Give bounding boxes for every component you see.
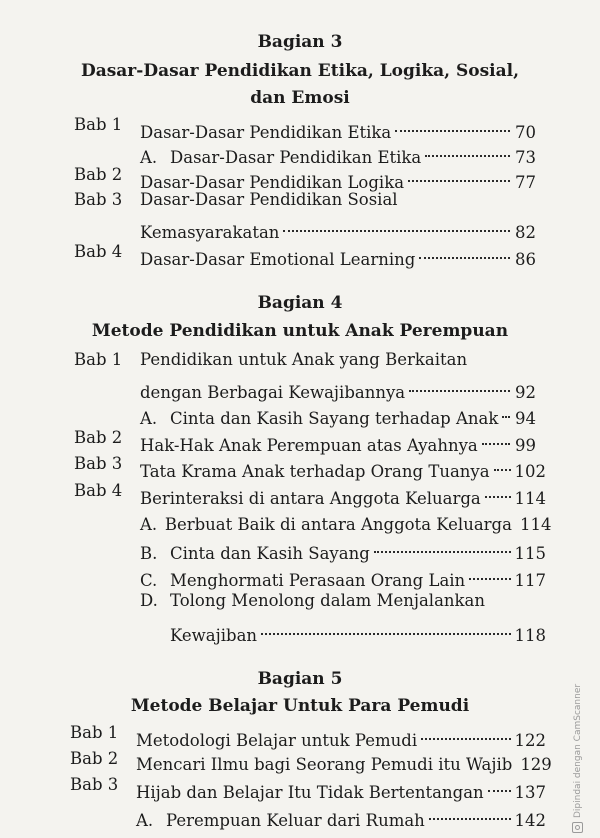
toc-entry[interactable] [136,722,546,750]
chapter-label: Bab 3 [70,775,119,794]
entry-title: Kemasyarakatan [140,223,280,242]
page-number: 122 [514,731,546,750]
page-number: 142 [514,811,546,830]
entry-title: dengan Berbagai Kewajibannya [140,383,406,402]
chapter-label: Bab 1 [74,350,123,369]
page-number: 102 [514,462,546,481]
chapter-label: Bab 1 [74,115,123,134]
dot-leader [502,394,510,418]
entry-letter: A. [140,409,158,428]
entry-letter: C. [140,571,158,590]
section-heading: Bagian 3 [257,32,343,52]
chapter-label: Bab 4 [74,481,123,500]
entry-letter: D. [140,591,158,610]
section-heading: Bagian 5 [257,669,343,689]
section-title: Dasar-Dasar Pendidikan Etika, Logika, Sosial, [80,61,520,81]
camscanner-icon [572,822,583,833]
chapter-label: Bab 3 [74,190,123,209]
page-number: 82 [515,223,536,242]
page-number: 86 [515,250,536,269]
page-number: 117 [514,571,546,590]
entry-title: Cinta dan Kasih Sayang terhadap Anak [170,409,499,428]
page-number: 70 [515,123,536,142]
page-number: 114 [519,515,552,534]
entry-title: Kewajiban [170,626,258,645]
page-number: 137 [514,783,546,802]
toc-entry[interactable] [140,508,552,534]
dot-leader [488,768,511,792]
dot-leader [419,235,510,259]
chapter-label: Bab 2 [70,749,119,768]
page-number: 77 [515,173,536,192]
entry-title: Menghormati Perasaan Orang Lain [170,571,466,590]
section-heading: Bagian 4 [257,293,343,313]
entry-title: Dasar-Dasar Pendidikan Logika [140,173,405,192]
toc-entry[interactable] [136,748,552,774]
toc-entry[interactable] [136,802,546,830]
toc-entry[interactable] [140,164,536,192]
entry-letter: A. [140,148,158,167]
page-number: 94 [515,409,536,428]
entry-title: Hijab dan Belajar Itu Tidak Bertentangan [136,783,484,802]
entry-title: Tata Krama Anak terhadap Orang Tuanya [140,462,490,481]
toc-entry[interactable] [140,427,536,455]
entry-title: Mencari Ilmu bagi Seorang Pemudi itu Wajib [136,755,513,774]
dot-leader [374,529,511,553]
toc-entry[interactable] [136,774,546,802]
chapter-label: Bab 3 [74,454,123,473]
toc-entry[interactable] [140,400,536,428]
dot-leader [395,108,510,132]
page-number: 118 [514,626,546,645]
entry-title: Dasar-Dasar Pendidikan Etika [140,123,392,142]
entry-title: Berinteraksi di antara Anggota Keluarga [140,489,481,508]
scanner-watermark [572,684,583,833]
dot-leader [494,447,511,471]
entry-title-line: Pendidikan untuk Anak yang Berkaitan [140,350,468,369]
chapter-label: Bab 1 [70,723,119,742]
dot-leader [283,208,510,232]
dot-leader [425,133,510,157]
page-number: 99 [515,436,536,455]
dot-leader [421,716,510,740]
entry-title-line [140,590,485,612]
chapter-label: Bab 4 [74,242,123,261]
dot-leader [482,421,510,445]
toc-entry[interactable] [140,480,546,508]
section-title: Metode Belajar Untuk Para Pemudi [130,696,470,716]
entry-title: Dasar-Dasar Pendidikan Etika [170,148,422,167]
page-number: 129 [520,755,552,774]
toc-entry[interactable] [140,374,536,402]
entry-title-line: Dasar-Dasar Pendidikan Sosial [140,190,398,209]
page-number: 114 [514,489,546,508]
page-number: 92 [515,383,536,402]
entry-letter: A. [140,515,158,534]
toc-entry[interactable] [140,453,546,481]
watermark-text: Dipindai dengan CamScanner [573,683,583,818]
dot-leader [261,611,510,635]
dot-leader [409,368,510,392]
page-number: 115 [514,544,546,563]
section-title: Metode Pendidikan untuk Anak Perempuan [91,321,509,341]
dot-leader [485,474,511,498]
entry-title: Hak-Hak Anak Perempuan atas Ayahnya [140,436,478,455]
toc-entry[interactable] [140,214,536,242]
chapter-label: Bab 2 [74,165,123,184]
entry-letter: B. [140,544,158,563]
entry-title: Berbuat Baik di antara Anggota Keluarga [164,515,512,534]
toc-entry[interactable] [140,535,546,563]
page-number: 73 [515,148,536,167]
dot-leader [408,158,510,182]
toc-entry[interactable] [170,617,546,645]
toc-entry[interactable] [140,562,546,590]
entry-title: Tolong Menolong dalam Menjalankan [170,591,486,610]
section-title: dan Emosi [250,88,350,108]
toc-entry[interactable] [140,241,536,269]
entry-title: Cinta dan Kasih Sayang [170,544,370,563]
dot-leader [469,556,510,580]
entry-title: Dasar-Dasar Emotional Learning [140,250,416,269]
dot-leader [429,796,511,820]
entry-title: Perempuan Keluar dari Rumah [166,811,425,830]
chapter-label: Bab 2 [74,428,123,447]
entry-title: Metodologi Belajar untuk Pemudi [136,731,418,750]
entry-letter: A. [136,811,154,830]
